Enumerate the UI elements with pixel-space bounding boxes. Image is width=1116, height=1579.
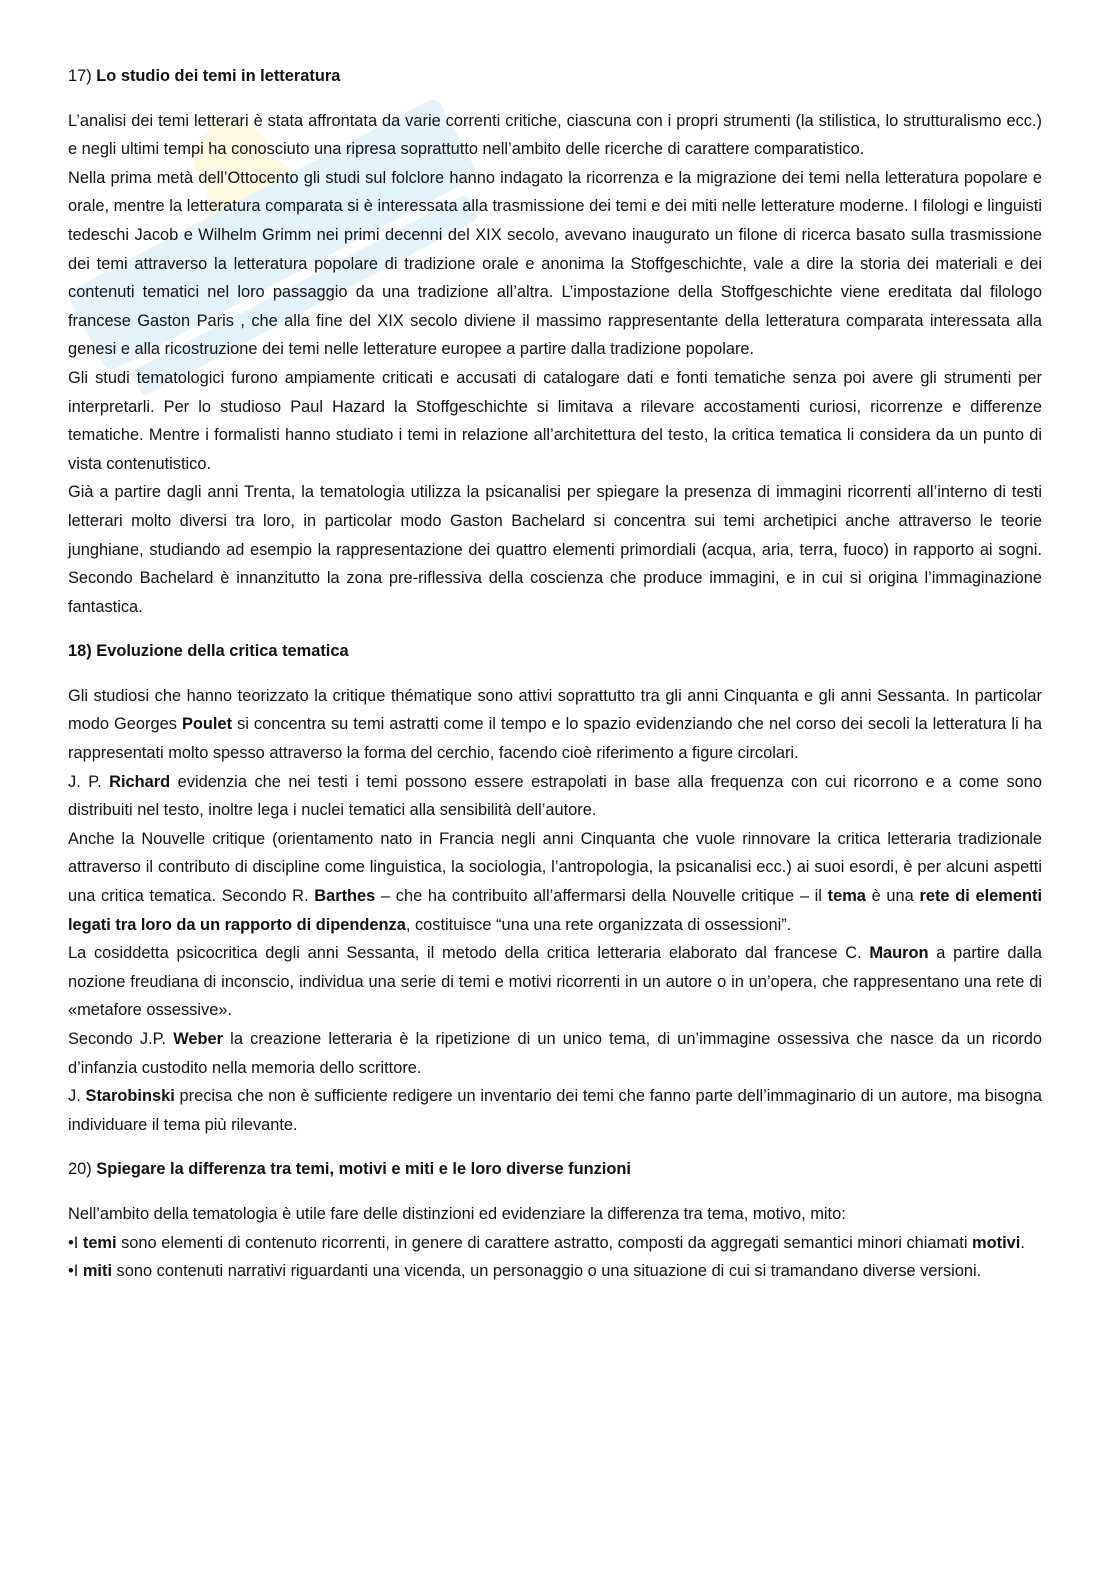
author-name: Richard [109, 772, 171, 791]
paragraph: Anche la Nouvelle critique (orientamento nato in Francia negli anni Cinquanta che vuole rinnovare la critica letteraria tradizionale attraverso il contributo di discipline come linguistica, la sociologia, l’antropologia, la psicanalisi ecc.) ai suoi esordi, è per alcuni aspetti una critica tematica. Secondo R. Barthes – che ha contribuito all’affermarsi della Nouvelle critique – il tema è una rete di elementi legati tra loro da un rapporto di dipendenza, costituisce “una una rete organizzata di ossessioni”. [68, 829, 1042, 934]
author-name: Mauron [869, 944, 929, 963]
section-title: Spiegare la differenza tra temi, motivi e miti e le loro diverse funzioni [96, 1160, 631, 1179]
paragraph: Secondo J.P. Weber la creazione letteraria è la ripetizione di un unico tema, di un’immagine ossessiva che nasce da un ricordo d’infanzia custodito nella memoria dello scrittore. [68, 1030, 1042, 1077]
keyword: motivi [972, 1233, 1021, 1252]
author-name: Barthes [314, 887, 376, 906]
section-17 [68, 62, 1042, 621]
paragraph: Gli studi tematologici furono ampiamente criticati e accusati di catalogare dati e fonti tematiche senza poi avere gli strumenti per interpretarli. Per lo studioso Paul Hazard la Stoffgeschichte si limitava a rilevare accostamenti curiosi, ricorrenze e differenze tematiche. Mentre i formalisti hanno studiato i temi in relazione all’architettura del testo, la critica tematica li considera da un punto di vista contenutistico. [68, 368, 1042, 473]
author-name: Weber [173, 1030, 223, 1048]
section-heading [68, 1155, 1042, 1184]
section-heading [68, 637, 1042, 666]
paragraph: La cosiddetta psicocritica degli anni Sessanta, il metodo della critica letteraria elaborato dal francese C. Mauron a partire dalla nozione freudiana di inconscio, individua una serie di temi e motivi ricorrenti in un autore o in un’opera, che rappresentano una rete di «metafore ossessive». [68, 944, 1042, 1020]
paragraph: Nell’ambito della tematologia è utile fare delle distinzioni ed evidenziare la differenza tra tema, motivo, mito: [68, 1204, 846, 1223]
keyword: temi [82, 1233, 117, 1252]
keyword: tema [827, 887, 866, 906]
section-heading [68, 62, 1042, 91]
section-number: 18) [68, 642, 92, 661]
section-18 [68, 637, 1042, 1139]
author-name: Starobinski [85, 1087, 175, 1106]
paragraph: Nella prima metà dell’Ottocento gli studi sul folclore hanno indagato la ricorrenza e la migrazione dei temi nella letteratura popolare e orale, mentre la letteratura comparata si è interessata alla trasmissione dei temi e dei miti nelle letterature moderne. I filologi e linguisti tedeschi Jacob e Wilhelm Grimm nei primi decenni del XIX secolo, avevano inaugurato un filone di ricerca basato sulla trasmissione dei temi attraverso la letteratura popolare di tradizione orale e anonima la Stoffgeschichte, vale a dire la storia dei materiali e dei contenuti tematici nel loro passaggio da una tradizione all’altra. L’impostazione della Stoffgeschichte viene ereditata dal filologo francese Gaston Paris , che alla fine del XIX secolo diviene il massimo rappresentante della letteratura comparata interessata alla genesi e alla ricostruzione dei temi nelle letterature europee a partire dalla tradizione popolare. [68, 168, 1042, 359]
section-number: 17) [68, 67, 92, 85]
section-number: 20) [68, 1160, 92, 1179]
keyword: miti [82, 1262, 112, 1281]
bullet-item: •I temi sono elementi di contenuto ricorrenti, in genere di carattere astratto, composti da aggregati semantici minori chiamati motivi. [68, 1233, 1025, 1252]
bullet-item: •I miti sono contenuti narrativi riguardanti una vicenda, un personaggio o una situazione di cui si tramandano diverse versioni. [68, 1262, 982, 1281]
keyword: rete di elementi legati tra loro da un rapporto di dipendenza [68, 887, 1042, 934]
paragraph: Già a partire dagli anni Trenta, la tematologia utilizza la psicanalisi per spiegare la presenza di immagini ricorrenti all’interno di testi letterari molto diversi tra loro, in particolar modo Gaston Bachelard si concentra sui temi archetipici anche attraverso le teorie junghiane, studiando ad esempio la rappresentazione dei quattro elementi primordiali (acqua, aria, terra, fuoco) in rapporto ai sogni. Secondo Bachelard è innanzitutto la zona pre-riflessiva della coscienza che produce immagini, e in cui si origina l’immaginazione fantastica. [68, 483, 1042, 616]
paragraph: Gli studiosi che hanno teorizzato la critique thématique sono attivi soprattutto tra gli anni Cinquanta e gli anni Sessanta. In particolar modo Georges Poulet si concentra su temi astratti come il tempo e lo spazio evidenziando che nel corso dei secoli la letteratura li ha rappresentati molto spesso attraverso la forma del cerchio, facendo cioè riferimento a figure circolari. [68, 686, 1042, 763]
author-name: Poulet [181, 715, 233, 734]
paragraph: L’analisi dei temi letterari è stata affrontata da varie correnti critiche, ciascuna con i propri strumenti (la stilistica, lo strutturalismo ecc.) e negli ultimi tempi ha conosciuto una ripresa soprattutto nell’ambito delle ricerche di carattere comparatistico. [68, 111, 1042, 159]
paragraph: J. P. Richard evidenzia che nei testi i temi possono essere estrapolati in base alla frequenza con cui ricorrono e a come sono distribuiti nel testo, inoltre lega i nuclei tematici alla sensibilità dell’autore. [68, 772, 1042, 820]
section-20 [68, 1155, 1042, 1285]
paragraph: J. Starobinski precisa che non è sufficiente redigere un inventario dei temi che fanno parte dell’immaginario di un autore, ma bisogna individuare il tema più rilevante. [68, 1087, 1042, 1134]
section-title: Lo studio dei temi in letteratura [96, 67, 341, 85]
section-title: Evoluzione della critica tematica [96, 642, 349, 661]
document-content [68, 62, 1042, 1286]
